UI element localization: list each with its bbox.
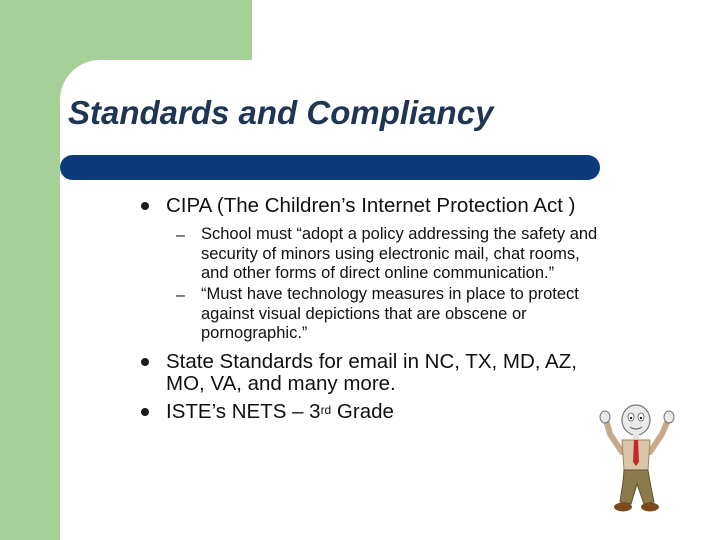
sub-bullet-line: pornographic.” (201, 324, 308, 342)
sub-bullet-line: security of minors using electronic mail, chat rooms, (201, 244, 580, 263)
bullet-dot (141, 358, 149, 366)
sub-bullet-line: School must “adopt a policy addressing the safety and (201, 225, 598, 243)
sub-dash: – (176, 227, 185, 244)
bullet-dot (141, 202, 149, 210)
bullet-iste-nets: ISTE’s NETS – 3rd Grade (166, 400, 394, 423)
bullet-cipa: CIPA (The Children’s Internet Protection Act ) (166, 194, 576, 217)
title-underline-bar (60, 155, 600, 180)
bullet-state-standards-cont: MO, VA, and many more. (166, 372, 396, 395)
cheering-stick-figure-icon (584, 390, 688, 518)
bullet-dot (141, 408, 149, 416)
bullet-state-standards: State Standards for email in NC, TX, MD, AZ, (166, 350, 577, 373)
sub-bullet-line: and other forms of direct online communication.” (201, 264, 555, 282)
sub-bullet-line: against visual depictions that are obscene or (201, 304, 527, 323)
green-left-strip (0, 0, 60, 540)
sub-dash: – (176, 287, 185, 304)
sub-bullet-line: “Must have technology measures in place to protect (201, 285, 579, 303)
slide-title: Standards and Compliancy (68, 94, 494, 131)
